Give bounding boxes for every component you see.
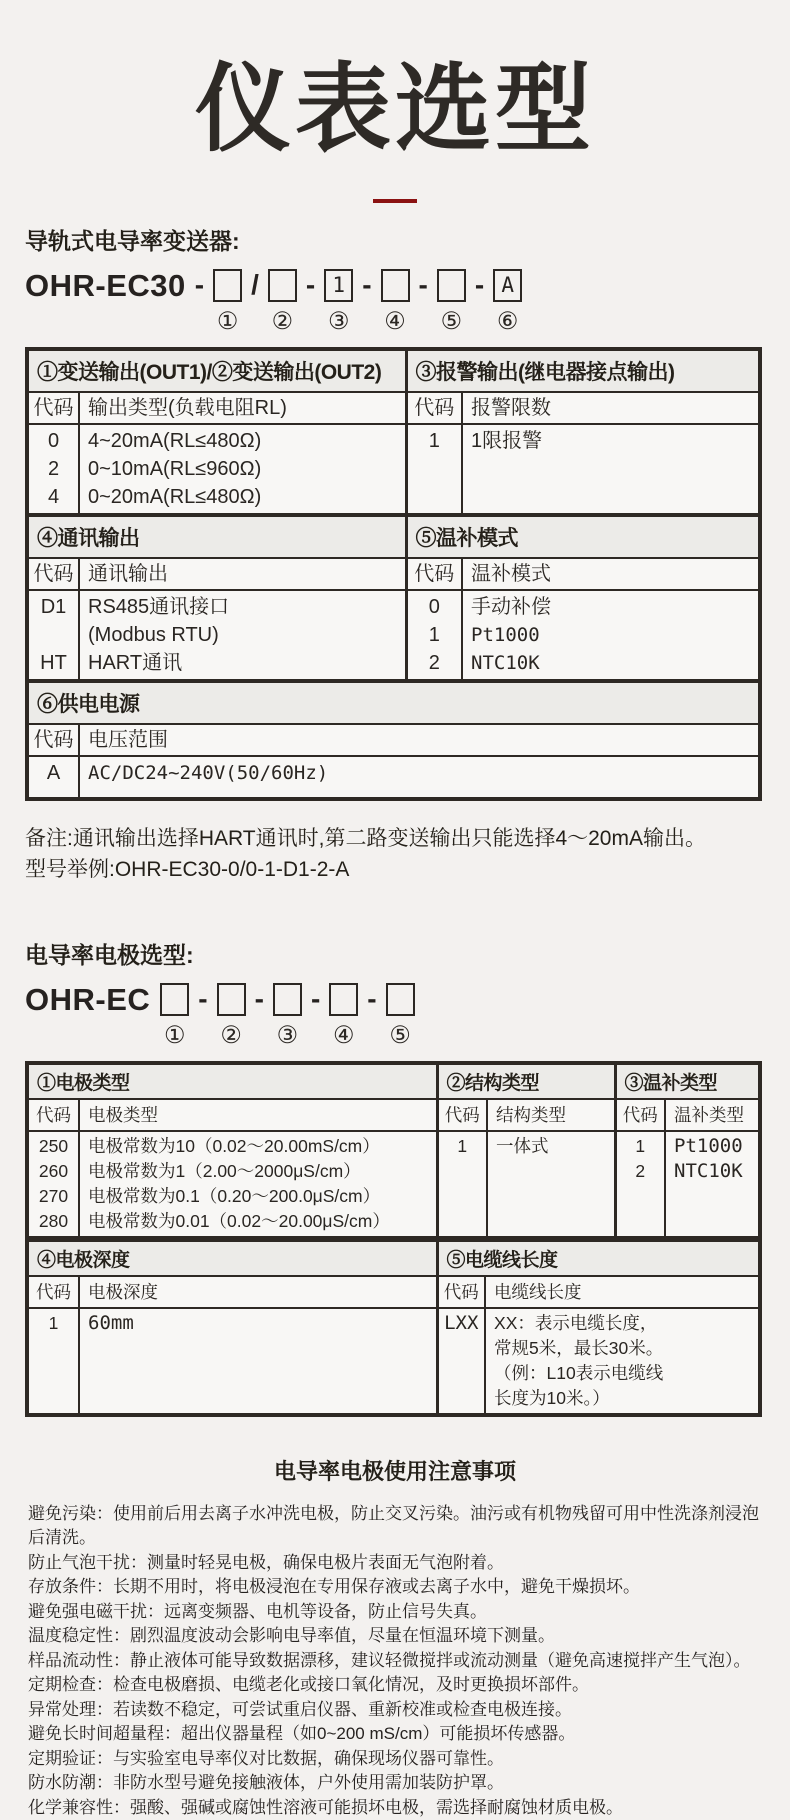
remark-model-example: 型号举例:OHR-EC30-0/0-1-D1-2-A (25, 857, 350, 881)
model-slot-1 (213, 269, 242, 335)
code-cell: 4 (47, 485, 60, 508)
model-box-4 (381, 269, 410, 302)
code-header: 代码 (437, 1099, 487, 1131)
code-header: 代码 (27, 392, 79, 424)
model-separator: - (310, 982, 321, 1014)
model-separator: / (251, 268, 259, 300)
model-separator: - (418, 268, 428, 300)
model-separator: - (198, 982, 208, 1014)
section-title-tempcomp: ⑤温补模式 (406, 515, 760, 558)
model-index-4: ④ (384, 307, 406, 335)
model-separator: - (194, 268, 205, 300)
value-cells-power (79, 756, 760, 799)
code-cell: 0 (47, 429, 60, 452)
value-cell: NTC10K (674, 1159, 743, 1182)
model-slot-5 (437, 269, 466, 335)
transmitter-model-code (25, 269, 765, 335)
value-cell: 常规5米，最长30米。 (494, 1337, 664, 1358)
section-title-power: ⑥供电电源 (27, 681, 760, 724)
code-header: 代码 (27, 1276, 79, 1308)
value-header: 结构类型 (487, 1099, 615, 1131)
model-slot-3 (324, 269, 353, 335)
code-cells-cable-length (437, 1308, 485, 1415)
code-cell: 280 (38, 1210, 69, 1231)
model-slot-2 (217, 983, 246, 1049)
model-separator: - (367, 982, 377, 1014)
code-cell: 1 (635, 1135, 646, 1156)
value-cell: HART通讯 (88, 651, 183, 674)
precautions-list (25, 1502, 765, 1820)
transmitter-selection-table (25, 347, 765, 801)
model-index-5: ⑤ (440, 307, 463, 335)
model-separator: - (254, 982, 264, 1014)
value-cell: 1限报警 (471, 429, 543, 452)
model-separator: - (362, 268, 372, 300)
electrode-heading: 电导率电极选型: (25, 941, 194, 968)
value-cell: 电极常数为1（2.00～2000μS/cm） (88, 1160, 361, 1181)
value-cell: （例：L10表示电缆线 (494, 1362, 664, 1383)
model-slot-2 (268, 269, 297, 335)
section-title-tempcomp-type: ③温补类型 (615, 1063, 760, 1099)
value-cell: 电极常数为10（0.02～20.00mS/cm） (88, 1135, 380, 1156)
code-cells-power (27, 756, 79, 799)
model-slot-5 (386, 983, 415, 1049)
value-cells-tempcomp (462, 590, 760, 681)
code-cells-depth (27, 1308, 79, 1415)
model-box-4 (329, 983, 358, 1016)
code-cell: A (46, 761, 61, 784)
value-cell: (Modbus RTU) (88, 623, 219, 646)
precaution-item: 定期验证：与实验室电导率仪对比数据，确保现场仪器可靠性。 (28, 1748, 504, 1768)
model-box-5 (437, 269, 466, 302)
model-box-5 (386, 983, 415, 1016)
model-separator: - (305, 268, 316, 300)
value-cell: 电极常数为0.1（0.20～200.0μS/cm） (88, 1185, 381, 1206)
model-index-1: ① (216, 307, 239, 335)
value-cell: 手动补偿 (471, 595, 552, 618)
value-cell: 60mm (88, 1311, 134, 1334)
precaution-item: 避免污染：使用前后用去离子水冲洗电极，防止交叉污染。油污或有机物残留可用中性洗涤剂浸泡后清洗。 (28, 1503, 759, 1548)
code-cell: 250 (38, 1135, 69, 1156)
code-header: 代码 (406, 392, 462, 424)
value-cells-structure (487, 1131, 615, 1237)
value-cell: 长度为10米。） (494, 1387, 610, 1408)
code-cells-electrode-type (27, 1131, 79, 1237)
precaution-item: 定期检查：检查电极磨损、电缆老化或接口氧化情况，及时更换损坏部件。 (28, 1675, 589, 1695)
code-header: 代码 (615, 1099, 665, 1131)
code-cells-comm (27, 590, 79, 681)
model-slot-6 (493, 269, 522, 335)
value-header: 通讯输出 (79, 558, 406, 590)
precaution-item: 样品流动性：静止液体可能导致数据漂移，建议轻微搅拌或流动测量（避免高速搅拌产生气泡）。 (28, 1650, 751, 1670)
precaution-item: 防止气泡干扰：测量时轻晃电极，确保电极片表面无气泡附着。 (28, 1552, 504, 1572)
title-underline-accent (373, 199, 417, 203)
remark-hart-note: 备注:通讯输出选择HART通讯时,第二路变送输出只能选择4～20mA输出。 (25, 826, 706, 850)
code-cells-structure (437, 1131, 487, 1237)
precaution-item: 防水防潮：非防水型号避免接触液体，户外使用需加装防护罩。 (28, 1773, 504, 1793)
model-index-3: ③ (276, 1021, 299, 1049)
electrode-selection-table (25, 1061, 765, 1417)
value-cell: 一体式 (496, 1135, 549, 1156)
value-header: 温补模式 (462, 558, 760, 590)
value-cell: 电极常数为0.01（0.02～20.00μS/cm） (88, 1210, 390, 1231)
value-cells-electrode-type (79, 1131, 437, 1237)
model-prefix: OHR-EC (25, 981, 151, 1017)
code-cell: 270 (38, 1185, 69, 1206)
code-cell: 2 (428, 651, 440, 674)
value-cell: NTC10K (471, 651, 540, 674)
code-header: 代码 (406, 558, 462, 590)
precaution-item: 避免长时间超量程：超出仪器量程（如0~200 mS/cm）可能损坏传感器。 (28, 1724, 576, 1744)
value-header: 报警限数 (462, 392, 760, 424)
section-title-cable-length: ⑤电缆线长度 (437, 1240, 760, 1276)
precautions-title: 电导率电极使用注意事项 (273, 1458, 516, 1484)
model-index-6: ⑥ (496, 307, 519, 335)
code-cells-tempcomp-type (615, 1131, 665, 1237)
section-title-depth: ④电极深度 (27, 1240, 437, 1276)
model-box-6: A (493, 269, 522, 302)
value-header: 电极深度 (79, 1276, 437, 1308)
code-cell: 2 (47, 457, 60, 480)
code-cell: HT (40, 651, 67, 674)
value-cell: Pt1000 (471, 623, 540, 646)
value-cells-cable-length (485, 1308, 760, 1415)
model-box-2 (217, 983, 246, 1016)
value-cells-comm (79, 590, 406, 681)
code-cell (31, 621, 76, 649)
value-cells-alarm (462, 424, 760, 515)
precaution-item: 存放条件：长期不用时，将电极浸泡在专用保存液或去离子水中，避免干燥损坏。 (28, 1577, 640, 1597)
section-title-out12: ①变送输出(OUT1)/②变送输出(OUT2) (27, 349, 406, 392)
model-separator: - (474, 268, 485, 300)
value-cells-tempcomp-type (665, 1131, 760, 1237)
model-index-1: ① (164, 1021, 186, 1049)
model-slot-1 (160, 983, 189, 1049)
section-title-structure: ②结构类型 (437, 1063, 615, 1099)
code-cell: 1 (457, 1135, 468, 1156)
value-cell: AC/DC24~240V(50/60Hz) (88, 761, 329, 784)
value-cells-depth (79, 1308, 437, 1415)
precaution-item: 化学兼容性：强酸、强碱或腐蚀性溶液可能损坏电极，需选择耐腐蚀材质电极。 (28, 1797, 623, 1817)
precaution-item: 避免强电磁干扰：远离变频器、电机等设备，防止信号失真。 (28, 1601, 487, 1621)
code-cell: 1 (48, 1312, 59, 1333)
value-cell: Pt1000 (674, 1134, 743, 1157)
model-box-3 (273, 983, 302, 1016)
model-slot-3 (273, 983, 302, 1049)
code-cell: 1 (428, 429, 440, 452)
code-cells-tempcomp (406, 590, 462, 681)
code-header: 代码 (27, 1099, 79, 1131)
value-cell: 4~20mA(RL≤480Ω) (88, 429, 262, 452)
model-slot-4 (381, 269, 410, 335)
code-cell: 1 (428, 623, 440, 646)
model-index-4: ④ (333, 1021, 355, 1049)
code-cell: 2 (635, 1160, 646, 1181)
value-header: 电缆线长度 (485, 1276, 760, 1308)
value-cell: 0~10mA(RL≤960Ω) (88, 457, 262, 480)
value-header: 电极类型 (79, 1099, 437, 1131)
model-index-2: ② (220, 1021, 242, 1049)
value-header: 输出类型(负载电阻RL) (79, 392, 406, 424)
model-box-2 (268, 269, 297, 302)
model-box-3: 1 (324, 269, 353, 302)
value-cells-out12 (79, 424, 406, 515)
value-cell: XX：表示电缆长度， (494, 1312, 658, 1333)
value-cell: 0~20mA(RL≤480Ω) (88, 485, 262, 508)
code-cell: 260 (38, 1160, 69, 1181)
code-header: 代码 (27, 558, 79, 590)
code-cell: LXX (444, 1311, 479, 1334)
model-index-5: ⑤ (389, 1021, 411, 1049)
code-header: 代码 (27, 724, 79, 756)
code-cells-alarm (406, 424, 462, 515)
section-title-alarm: ③报警输出(继电器接点输出) (406, 349, 760, 392)
page-title: 仪表选型 (195, 56, 595, 163)
precaution-item: 异常处理：若读数不稳定，可尝试重启仪器、重新校准或检查电极连接。 (28, 1699, 572, 1719)
model-slot-4 (329, 983, 358, 1049)
model-box-1 (160, 983, 189, 1016)
code-cell: 0 (428, 595, 440, 618)
model-prefix: OHR-EC30 (25, 267, 186, 303)
transmitter-heading: 导轨式电导率变送器: (25, 227, 240, 254)
section-title-electrode-type: ①电极类型 (27, 1063, 437, 1099)
electrode-model-code (25, 983, 765, 1049)
code-header: 代码 (437, 1276, 485, 1308)
section-title-comm: ④通讯输出 (27, 515, 406, 558)
value-header: 电压范围 (79, 724, 760, 756)
precaution-item: 温度稳定性：剧烈温度波动会影响电导率值，尽量在恒温环境下测量。 (28, 1626, 555, 1646)
model-index-2: ② (271, 307, 294, 335)
code-cell: D1 (40, 595, 67, 618)
value-cell: RS485通讯接口 (88, 595, 230, 618)
code-cells-out12 (27, 424, 79, 515)
model-box-1 (213, 269, 242, 302)
value-header: 温补类型 (665, 1099, 760, 1131)
model-index-3: ③ (327, 307, 350, 335)
